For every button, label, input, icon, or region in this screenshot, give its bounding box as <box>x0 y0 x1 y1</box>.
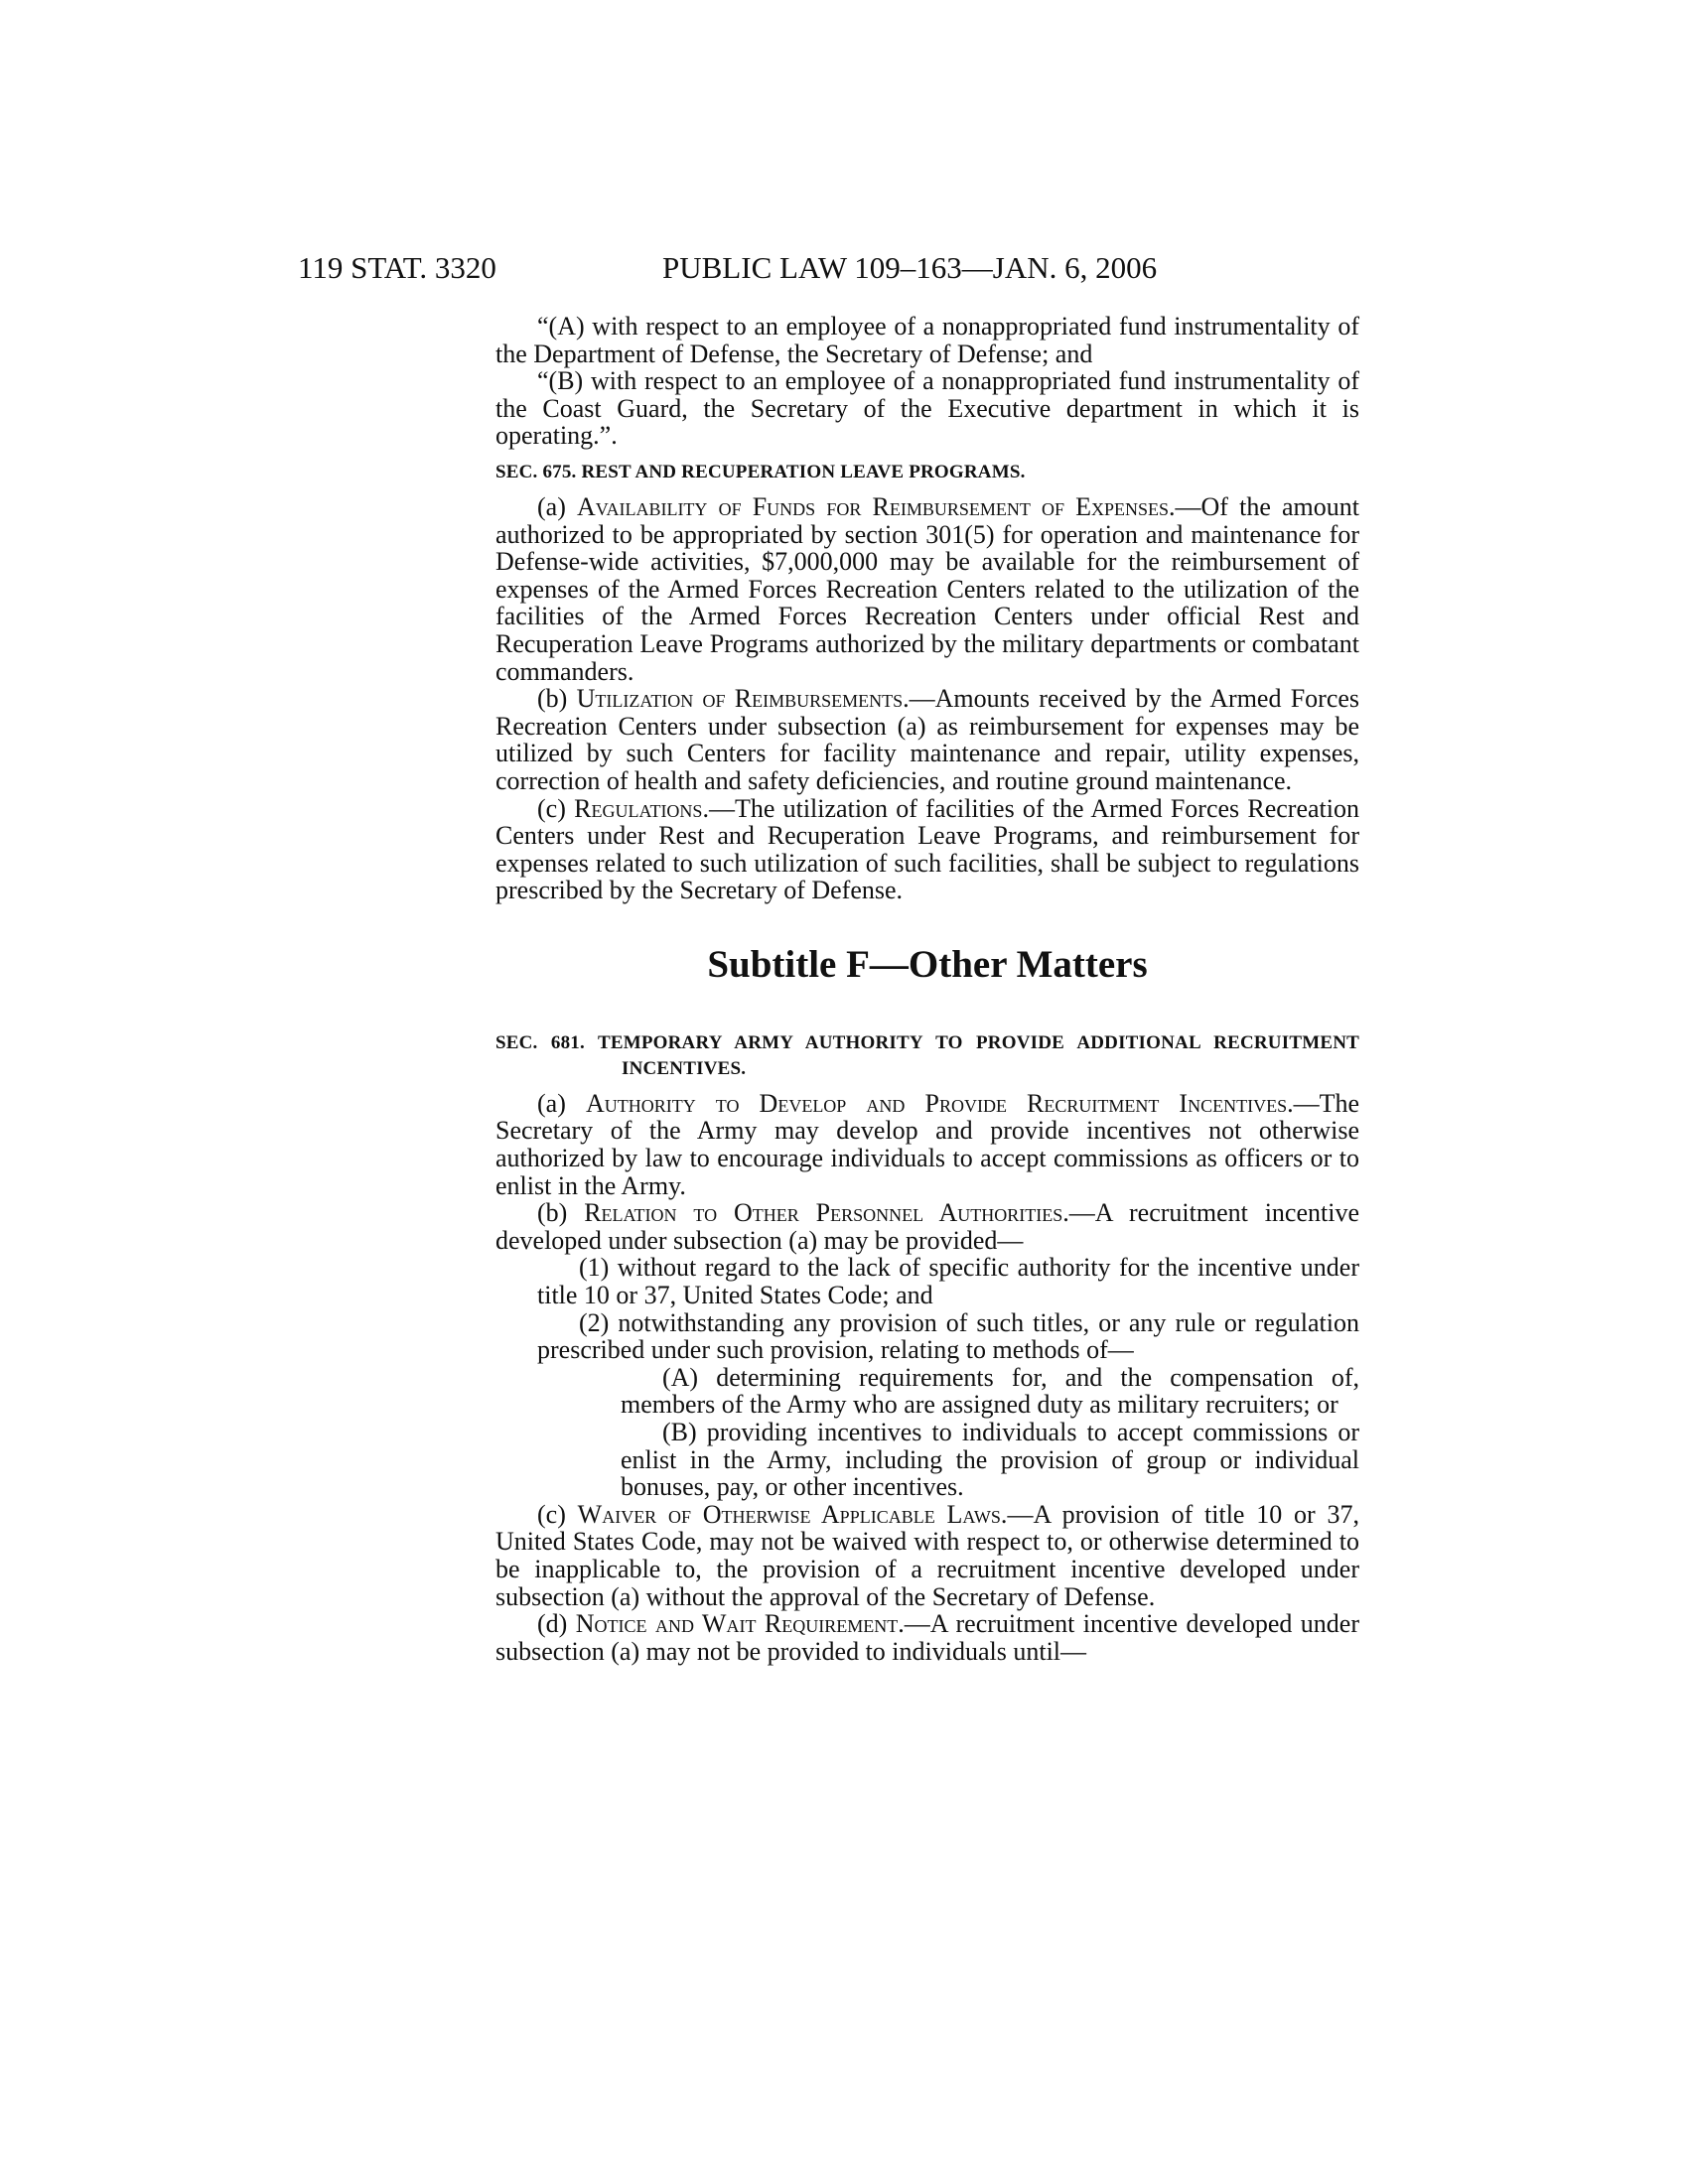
document-body <box>495 313 1359 1665</box>
sec681-subsection-a <box>495 1090 1359 1199</box>
sec681-subsection-c <box>495 1501 1359 1610</box>
subsection-number: (c) <box>537 1499 566 1529</box>
subsection-heading: Relation to Other Personnel Authorities. <box>584 1198 1069 1228</box>
section-675-heading: SEC. 675. REST AND RECUPERATION LEAVE PROGRAMS. <box>495 461 1026 482</box>
subsection-heading: Regulations. <box>574 793 709 823</box>
clause-a: “(A) with respect to an employee of a nonappropriated fund instrumentality of the Department of Defense, the Secretary of Defense; and <box>495 312 1359 368</box>
sec675-subsection-a <box>495 493 1359 685</box>
subparagraph-b: (B) providing incentives to individuals to accept commissions or enlist in the Army, including the provision of group or individual bonuses, pay, or other incentives. <box>621 1418 1359 1502</box>
subsection-text: —A recruitment incentive developed under subsection (a) may be provided— <box>495 1198 1359 1255</box>
sec681-subsection-d <box>495 1610 1359 1665</box>
clause-b: “(B) with respect to an employee of a nonappropriated fund instrumentality of the Coast Guard, the Secretary of the Executive department in which it is operating.”. <box>495 366 1359 451</box>
subsection-text: —A provision of title 10 or 37, United States Code, may not be waived with respect to, or otherwise determined to be inapplicable to, the provision of a recruitment incentive developed under subsection (a) without the approval of the Secretary of Defense. <box>495 1499 1360 1611</box>
subsection-heading: Notice and Wait Requirement. <box>575 1609 905 1639</box>
paragraph-1: (1) without regard to the lack of specific authority for the incentive under title 10 or 37, United States Code; and <box>537 1253 1359 1310</box>
page-header <box>0 248 1688 288</box>
sec675-subsection-c <box>495 795 1359 904</box>
subsection-text: —The Secretary of the Army may develop and provide incentives not otherwise authorized by law to encourage individuals to accept commissions as officers or to enlist in the Army. <box>495 1088 1360 1200</box>
public-law-citation: PUBLIC LAW 109–163—JAN. 6, 2006 <box>662 250 1158 285</box>
subsection-number: (c) <box>537 793 566 823</box>
sec681-subsection-b <box>495 1199 1359 1254</box>
subsection-number: (a) <box>537 491 566 521</box>
sec675-subsection-b <box>495 685 1359 794</box>
statute-page-number: 119 STAT. 3320 <box>298 250 496 285</box>
subsection-heading: Availability of Funds for Reimbursement of Expenses. <box>577 491 1176 521</box>
subsection-text: —A recruitment incentive developed under subsection (a) may not be provided to individuals until— <box>495 1609 1359 1666</box>
subparagraph-a: (A) determining requirements for, and the compensation of, members of the Army who are assigned duty as military recruiters; or <box>621 1362 1359 1420</box>
subsection-number: (b) <box>537 684 568 714</box>
subsection-heading: Waiver of Otherwise Applicable Laws. <box>577 1499 1008 1529</box>
subsection-text: —Of the amount authorized to be appropriated by section 301(5) for operation and maintenance for Defense-wide activities, $7,000,000 may be available for the reimbursement of expenses of the Armed Forces Recreation Centers related to the utilization of the facilities of the Armed Forces Recreation Centers under official Rest and Recuperation Leave Programs authorized by the military departments or combatant commanders. <box>495 491 1359 686</box>
subsection-number: (d) <box>537 1609 568 1639</box>
subsection-heading: Authority to Develop and Provide Recruitment Incentives. <box>585 1088 1294 1118</box>
subsection-number: (a) <box>537 1088 566 1118</box>
subsection-heading: Utilization of Reimbursements. <box>576 684 910 714</box>
section-681-heading: SEC. 681. TEMPORARY ARMY AUTHORITY TO PROVIDE ADDITIONAL RECRUITMENT INCENTIVES. <box>495 1031 1359 1079</box>
subtitle-heading: Subtitle F—Other Matters <box>707 942 1148 986</box>
subsection-text: —Amounts received by the Armed Forces Recreation Centers under subsection (a) as reimbursement for expenses may be utilized by such Centers for facility maintenance and repair, utility expenses, correction of health and safety deficiencies, and routine ground maintenance. <box>495 684 1360 795</box>
subsection-number: (b) <box>537 1198 568 1228</box>
paragraph-2: (2) notwithstanding any provision of such titles, or any rule or regulation prescribed under such provision, relating to methods of— <box>537 1307 1359 1365</box>
subsection-text: —The utilization of facilities of the Armed Forces Recreation Centers under Rest and Recuperation Leave Programs, and reimbursement for expenses related to such utilization of such facilities, shall be subject to regulations prescribed by the Secretary of Defense. <box>495 793 1359 905</box>
